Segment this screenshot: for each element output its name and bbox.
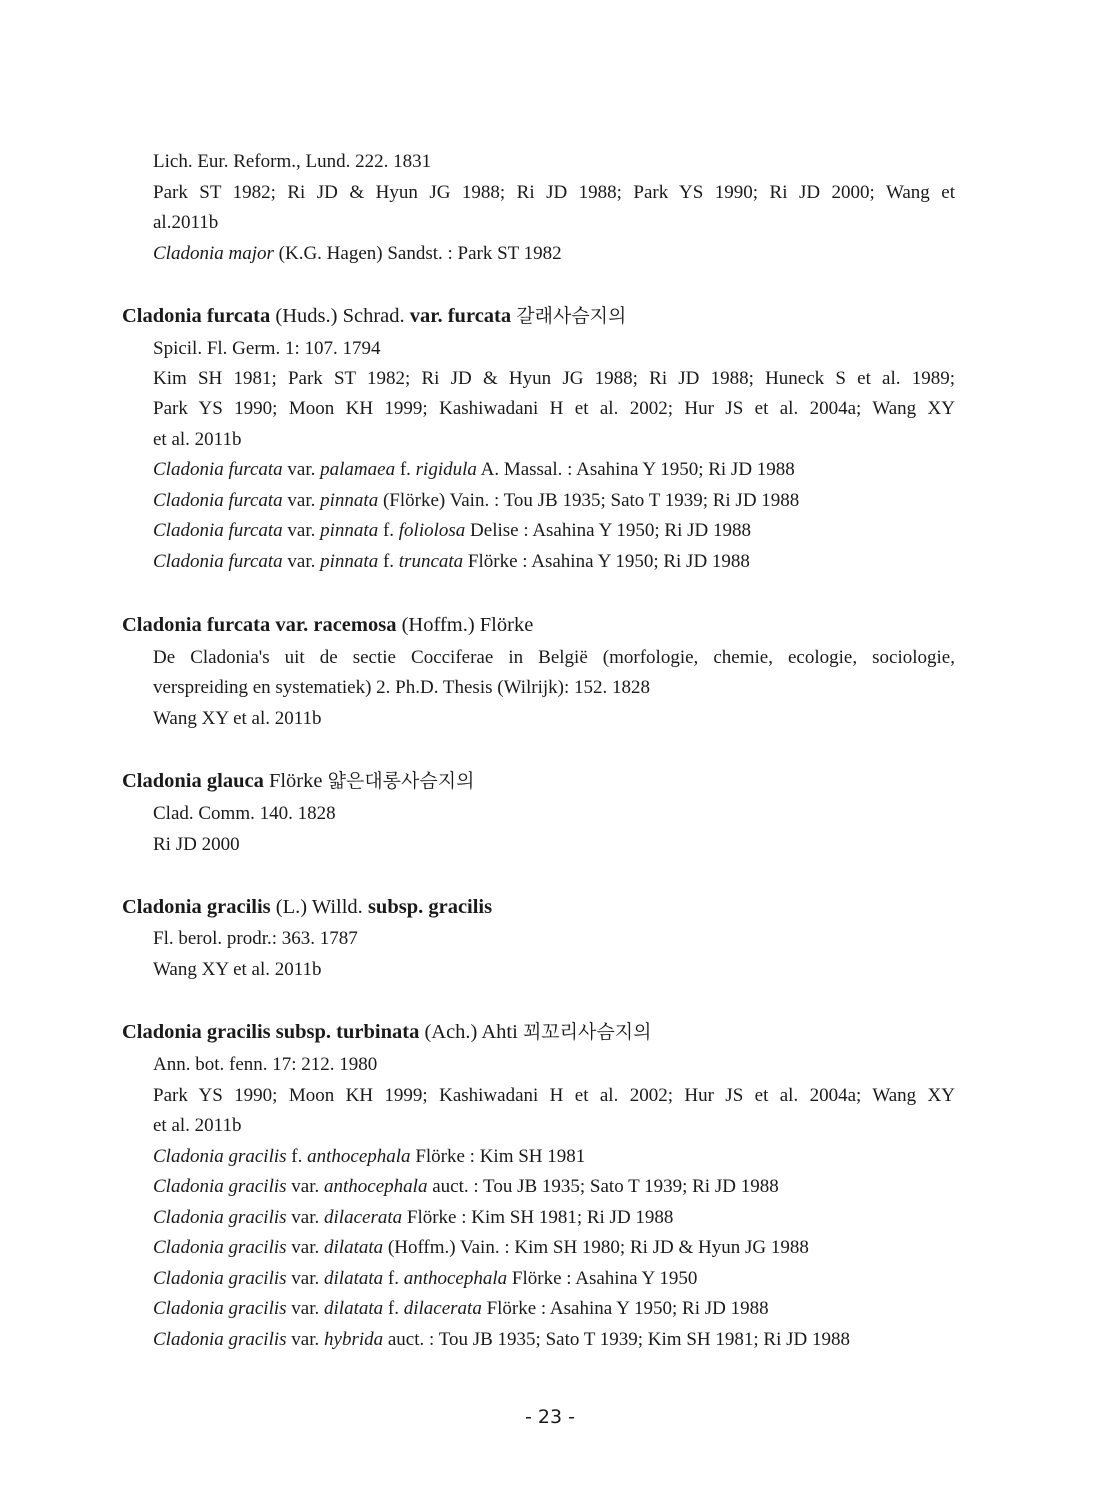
synonym-line: Cladonia furcata var. palamaea f. rigidula A. Massal. : Asahina Y 1950; Ri JD 1988 bbox=[153, 459, 795, 480]
publication-line: Clad. Comm. 140. 1828 bbox=[153, 803, 336, 824]
reference-line: Wang XY et al. 2011b bbox=[153, 959, 322, 980]
publication-line: Spicil. Fl. Germ. 1: 107. 1794 bbox=[153, 338, 381, 359]
entry-heading-glauca: Cladonia glauca Flörke 얇은대롱사슴지의 bbox=[122, 770, 475, 792]
synonym-line: Cladonia gracilis var. dilatata f. dilacerata Flörke : Asahina Y 1950; Ri JD 1988 bbox=[153, 1298, 769, 1319]
reference-line: Park YS 1990; Moon KH 1999; Kashiwadani H et al. 2002; Hur JS et al. 2004a; Wang XY bbox=[153, 398, 955, 419]
reference-line: al.2011b bbox=[153, 212, 219, 233]
entry-heading-furcata: Cladonia furcata (Huds.) Schrad. var. furcata 갈래사슴지의 bbox=[122, 305, 627, 327]
synonym-line: Cladonia gracilis var. dilacerata Flörke : Kim SH 1981; Ri JD 1988 bbox=[153, 1207, 674, 1228]
entry-heading-turbinata: Cladonia gracilis subsp. turbinata (Ach.) Ahti 꾀꼬리사슴지의 bbox=[122, 1021, 652, 1043]
publication-line: Ann. bot. fenn. 17: 212. 1980 bbox=[153, 1054, 378, 1075]
publication-line: Fl. berol. prodr.: 363. 1787 bbox=[153, 928, 358, 949]
publication-line: De Cladonia's uit de sectie Cocciferae in België (morfologie, chemie, ecologie, sociologie, bbox=[153, 647, 955, 668]
reference-line: Park YS 1990; Moon KH 1999; Kashiwadani H et al. 2002; Hur JS et al. 2004a; Wang XY bbox=[153, 1085, 955, 1106]
reference-line: Wang XY et al. 2011b bbox=[153, 708, 322, 729]
publication-line: Lich. Eur. Reform., Lund. 222. 1831 bbox=[153, 151, 432, 172]
reference-line: Park ST 1982; Ri JD & Hyun JG 1988; Ri JD 1988; Park YS 1990; Ri JD 2000; Wang et bbox=[153, 182, 955, 203]
korean-name: 갈래사슴지의 bbox=[516, 305, 627, 327]
synonym-line: Cladonia gracilis var. dilatata f. anthocephala Flörke : Asahina Y 1950 bbox=[153, 1268, 698, 1289]
synonym-line: Cladonia furcata var. pinnata f. truncata Flörke : Asahina Y 1950; Ri JD 1988 bbox=[153, 551, 750, 572]
synonym-line: Cladonia furcata var. pinnata f. foliolosa Delise : Asahina Y 1950; Ri JD 1988 bbox=[153, 520, 751, 541]
reference-line: et al. 2011b bbox=[153, 1115, 242, 1136]
reference-line: et al. 2011b bbox=[153, 429, 242, 450]
entry-heading-gracilis: Cladonia gracilis (L.) Willd. subsp. gracilis bbox=[122, 896, 493, 918]
page-number: - 23 - bbox=[525, 1406, 575, 1428]
reference-line: Ri JD 2000 bbox=[153, 834, 240, 855]
reference-line: Kim SH 1981; Park ST 1982; Ri JD & Hyun JG 1988; Ri JD 1988; Huneck S et al. 1989; bbox=[153, 368, 955, 389]
synonym-line: Cladonia gracilis var. anthocephala auct. : Tou JB 1935; Sato T 1939; Ri JD 1988 bbox=[153, 1176, 779, 1197]
synonym-line: Cladonia gracilis f. anthocephala Flörke : Kim SH 1981 bbox=[153, 1146, 586, 1167]
synonym-line: Cladonia gracilis var. dilatata (Hoffm.) Vain. : Kim SH 1980; Ri JD & Hyun JG 1988 bbox=[153, 1237, 809, 1258]
synonym-line: Cladonia furcata var. pinnata (Flörke) Vain. : Tou JB 1935; Sato T 1939; Ri JD 1988 bbox=[153, 490, 800, 511]
korean-name: 얇은대롱사슴지의 bbox=[327, 770, 475, 792]
synonym-line: Cladonia gracilis var. hybrida auct. : Tou JB 1935; Sato T 1939; Kim SH 1981; Ri JD 1988 bbox=[153, 1329, 850, 1350]
synonym-line: Cladonia major (K.G. Hagen) Sandst. : Park ST 1982 bbox=[153, 243, 562, 264]
korean-name: 꾀꼬리사슴지의 bbox=[522, 1021, 652, 1043]
entry-heading-racemosa: Cladonia furcata var. racemosa (Hoffm.) Flörke bbox=[122, 614, 534, 636]
publication-line: verspreiding en systematiek) 2. Ph.D. Thesis (Wilrijk): 152. 1828 bbox=[153, 677, 651, 698]
